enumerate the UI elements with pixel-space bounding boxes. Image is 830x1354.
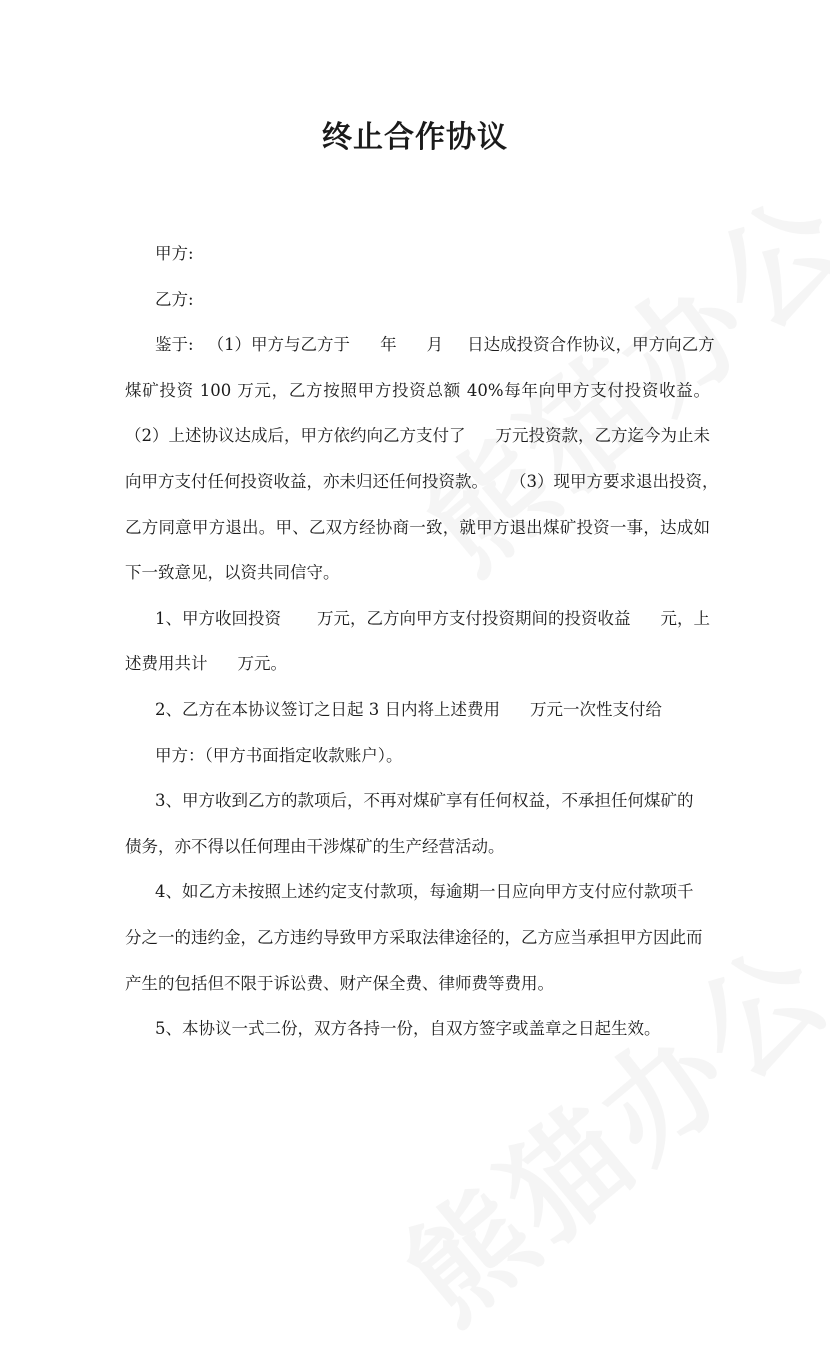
clause-text: 万元一次性支付给 [530,699,662,719]
clause-3-line-1: 3、甲方收到乙方的款项后，不再对煤矿享有任何权益，不承担任何煤矿的 [155,791,694,811]
recital-line-4 [125,466,719,512]
clause-4-line-3: 产生的包括但不限于诉讼费、财产保全费、律师费等费用。 [125,973,554,993]
party-b-line: 乙方: [155,289,194,309]
recital-text: （1）甲方与乙方于 [207,335,351,355]
recital-line-2: 煤矿投资 100 万元，乙方按照甲方投资总额 40%每年向甲方支付投资收益。 [125,380,710,400]
recital-line-1 [125,329,715,375]
clause-1-line-2 [125,648,710,694]
document-title: 终止合作协议 [322,120,508,155]
clause-5-line-1: 5、本协议一式二份，双方各持一份，自双方签字或盖章之日起生效。 [155,1019,661,1039]
clause-4-line-2: 分之一的违约金，乙方违约导致甲方采取法律途径的，乙方应当承担甲方因此而 [125,927,703,947]
party-a-line: 甲方: [155,244,194,263]
clause-text: 万元。 [237,654,287,674]
clause-1-line-1 [125,603,710,649]
recital-line-6: 下一致意见，以资共同信守。 [125,563,340,583]
recital-line-5: 乙方同意甲方退出。甲、乙双方经协商一致，就甲方退出煤矿投资一事，达成如 [125,517,710,537]
recital-text: 日达成投资合作协议，甲方向乙方 [467,335,715,355]
recital-line-3 [125,420,710,466]
recital-lead: 鉴于: [155,335,194,355]
clause-text: 元，上 [660,608,710,628]
clause-2-line-1 [125,694,710,740]
recital-text: 向甲方支付任何投资收益，亦未归还任何投资款。 [125,471,488,491]
clause-3-line-2: 债务，亦不得以任何理由干涉煤矿的生产经营活动。 [125,836,505,856]
clause-text: 2、乙方在本协议签订之日起 3 日内将上述费用 [155,699,500,719]
recital-text: （2）上述协议达成后，甲方依约向乙方支付了 [125,426,466,446]
recital-month: 月 [426,335,444,355]
clause-text: 1、甲方收回投资 [155,608,281,628]
recital-text: 万元投资款，乙方迄今为止未 [495,426,710,446]
document-body [125,238,719,1059]
recital-year: 年 [380,335,397,355]
clause-text: 述费用共计 [125,654,208,674]
clause-4-line-1: 4、如乙方未按照上述约定支付款项，每逾期一日应向甲方支付应付款项千 [155,882,694,902]
recital-text: （3）现甲方要求退出投资， [510,471,719,491]
clause-text: 万元，乙方向甲方支付投资期间的投资收益 [317,608,631,628]
clause-2-line-2: 甲方：（甲方书面指定收款账户）。 [155,745,403,765]
